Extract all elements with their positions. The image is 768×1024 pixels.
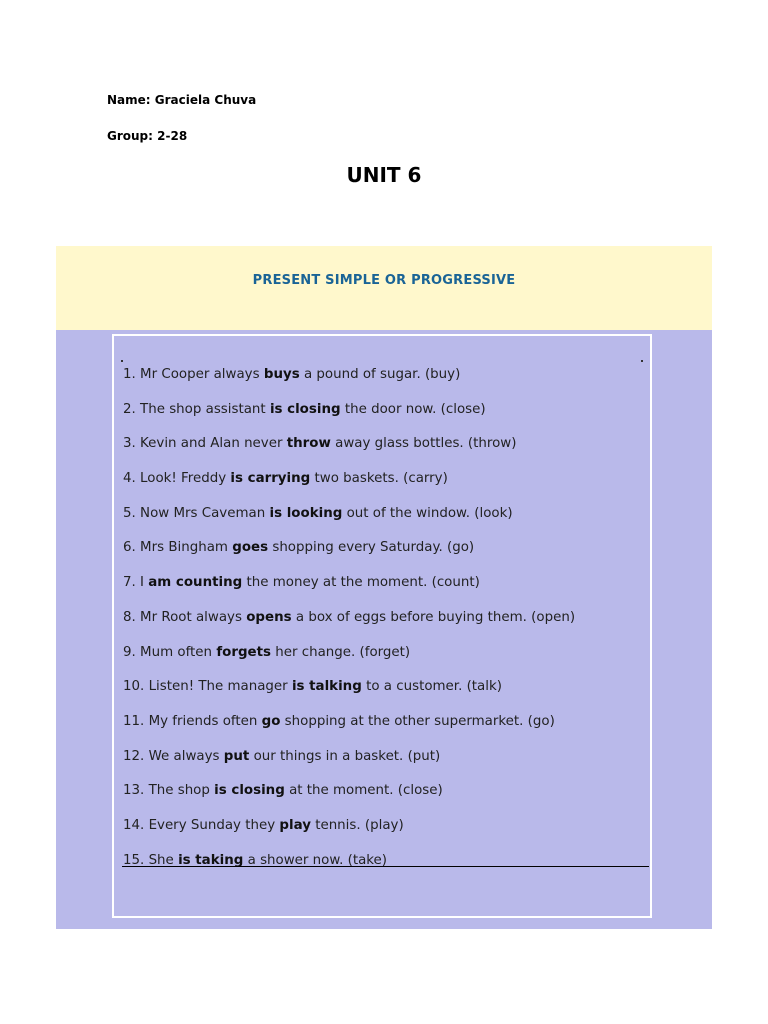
- sentence-before: Mrs Bingham: [140, 540, 228, 556]
- sentence-item: [123, 468, 649, 503]
- sentence-number: 5.: [123, 505, 136, 521]
- sentence-item: [123, 399, 649, 434]
- sentence-before: Kevin and Alan never: [140, 436, 283, 452]
- sentence-after: the money at the moment. (count): [246, 575, 480, 591]
- answer-underline: [122, 866, 649, 867]
- exercise-box: [112, 334, 652, 918]
- sentence-before: The shop: [148, 783, 210, 799]
- sentence-before: Mr Cooper always: [140, 367, 260, 382]
- group-value: 2-28: [157, 129, 188, 143]
- sentence-number: 12.: [123, 748, 145, 764]
- sentence-before: She: [148, 852, 174, 868]
- sentence-answer: is looking: [269, 505, 343, 521]
- sentence-answer: play: [279, 817, 311, 833]
- sentence-number: 9.: [123, 644, 136, 660]
- student-name-line: [107, 93, 256, 107]
- sentence-answer: is taking: [178, 852, 244, 868]
- sentence-answer: am counting: [148, 575, 243, 591]
- sentence-number: 3.: [123, 436, 136, 452]
- sentence-item: [123, 364, 649, 399]
- sentence-before: Now Mrs Caveman: [140, 505, 266, 521]
- sentence-answer: is closing: [214, 783, 285, 799]
- sentence-after: a pound of sugar. (buy): [303, 367, 461, 382]
- sentence-before: I: [140, 575, 144, 591]
- sentence-number: 15.: [123, 852, 145, 868]
- sentence-after: two baskets. (carry): [314, 471, 448, 487]
- sentence-before: Listen! The manager: [148, 679, 288, 695]
- exercise-body-band: [56, 330, 712, 929]
- sentence-after: shopping every Saturday. (go): [272, 540, 475, 556]
- sentence-item: [123, 503, 649, 538]
- sentence-before: We always: [148, 748, 220, 764]
- sentence-answer: go: [261, 713, 281, 729]
- sentence-number: 8.: [123, 609, 136, 625]
- corner-dot-right: [641, 360, 643, 362]
- sentence-before: Mr Root always: [140, 609, 242, 625]
- sentence-after: a box of eggs before buying them. (open): [295, 609, 576, 625]
- sentence-answer: is closing: [269, 401, 341, 417]
- sentence-answer: buys: [263, 367, 300, 382]
- sentence-after: out of the window. (look): [346, 505, 513, 521]
- sentence-after: the door now. (close): [344, 401, 486, 417]
- sentence-before: Every Sunday they: [148, 817, 276, 833]
- sentence-answer: put: [223, 748, 250, 764]
- sentence-item: [123, 537, 649, 572]
- sentence-item: [123, 572, 649, 607]
- sentence-item: [123, 433, 649, 468]
- sentence-item: [123, 607, 649, 642]
- exercise-title: PRESENT SIMPLE OR PROGRESSIVE: [252, 273, 516, 288]
- sentence-after: shopping at the other supermarket. (go): [284, 713, 555, 729]
- sentence-answer: forgets: [216, 644, 271, 660]
- sentence-item: [123, 676, 649, 711]
- sentence-after: at the moment. (close): [289, 783, 443, 799]
- sentence-before: Look! Freddy: [140, 471, 227, 487]
- sentence-number: 11.: [123, 713, 145, 729]
- exercise-header-band: [56, 246, 712, 330]
- sentence-number: 6.: [123, 540, 136, 556]
- sentence-after: tennis. (play): [315, 817, 404, 833]
- student-group-line: [107, 129, 187, 143]
- name-value: Graciela Chuva: [154, 93, 257, 107]
- name-label: Name:: [107, 93, 151, 107]
- sentence-item: [123, 711, 649, 746]
- sentence-after: our things in a basket. (put): [253, 748, 441, 764]
- sentence-after: to a customer. (talk): [366, 679, 502, 695]
- sentence-number: 1.: [123, 367, 136, 382]
- sentence-number: 7.: [123, 575, 136, 591]
- sentence-item: [123, 815, 649, 850]
- sentence-answer: opens: [246, 609, 292, 625]
- unit-title: UNIT 6: [346, 163, 422, 187]
- sentence-before: My friends often: [148, 713, 258, 729]
- sentence-item: [123, 746, 649, 781]
- sentence-list: [123, 364, 649, 884]
- sentence-answer: is carrying: [230, 471, 311, 487]
- sentence-number: 10.: [123, 679, 145, 695]
- sentence-number: 14.: [123, 817, 145, 833]
- sentence-item: [123, 780, 649, 815]
- sentence-number: 13.: [123, 783, 145, 799]
- sentence-item: [123, 642, 649, 677]
- sentence-after: a shower now. (take): [247, 852, 388, 868]
- sentence-answer: goes: [232, 540, 269, 556]
- sentence-number: 4.: [123, 471, 136, 487]
- sentence-after: her change. (forget): [275, 644, 411, 660]
- sentence-number: 2.: [123, 401, 136, 417]
- sentence-answer: throw: [286, 436, 331, 452]
- sentence-before: Mum often: [140, 644, 213, 660]
- sentence-before: The shop assistant: [140, 401, 266, 417]
- group-label: Group:: [107, 129, 153, 143]
- sentence-after: away glass bottles. (throw): [335, 436, 517, 452]
- sentence-answer: is talking: [291, 679, 362, 695]
- corner-dot-left: [121, 360, 123, 362]
